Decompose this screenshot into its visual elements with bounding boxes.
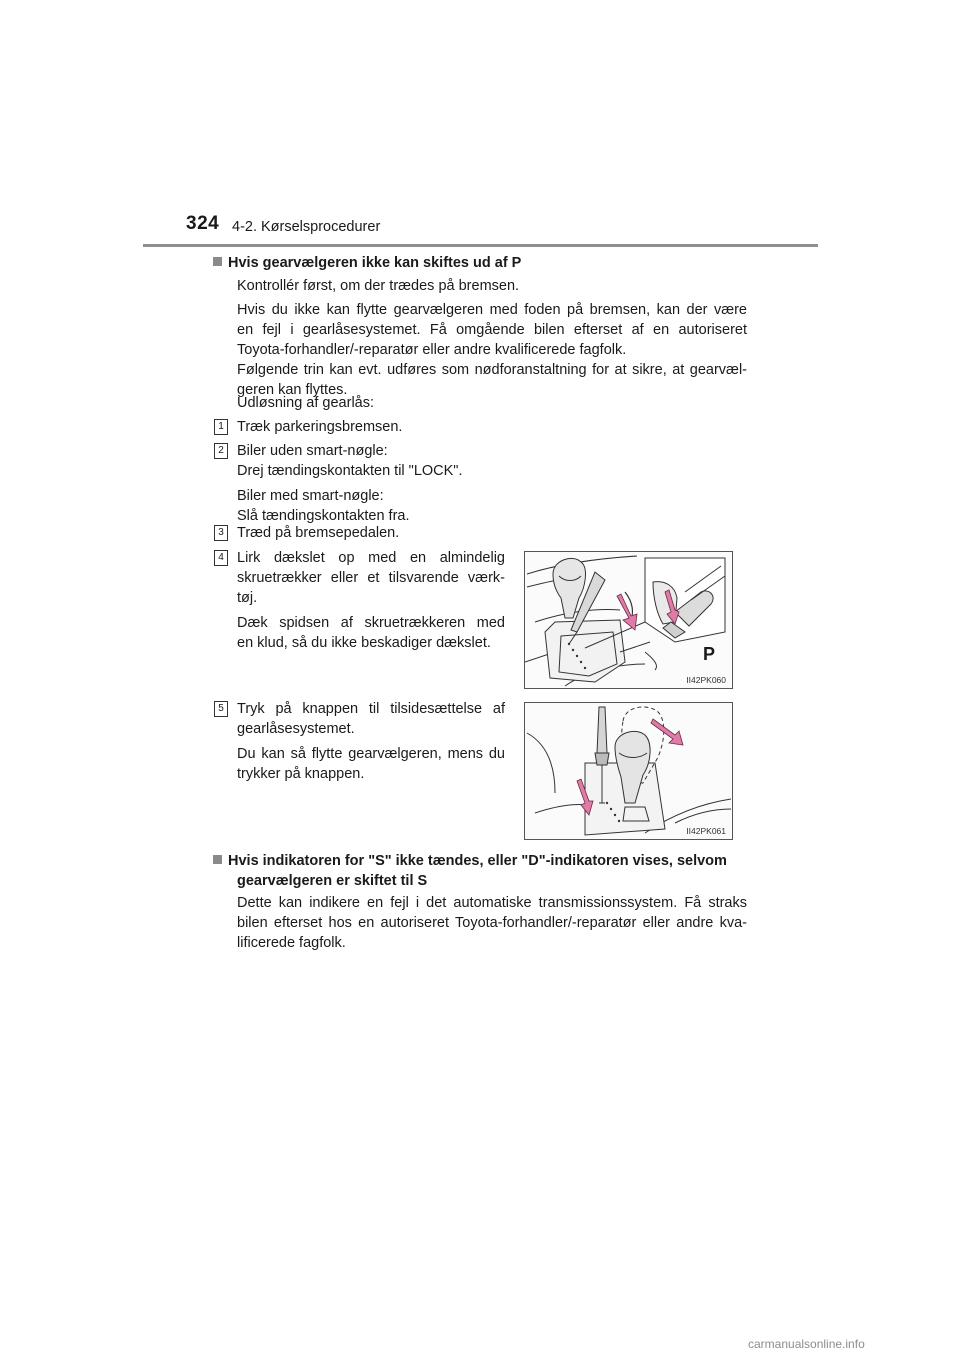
watermark-text: carmanualsonline.info <box>748 1337 865 1351</box>
paragraph-check-brake: Kontrollér først, om der trædes på bremsen. <box>237 278 520 294</box>
heading-square-icon <box>213 855 222 864</box>
heading-square-icon <box>213 257 222 266</box>
heading-text: Hvis indikatoren for "S" ikke tændes, eller "D"-indikatoren vises, selvom <box>228 853 727 869</box>
heading-text: Hvis gearvælgeren ikke kan skiftes ud af P <box>228 255 522 271</box>
override-button-illustration <box>525 703 732 839</box>
section-title: 4-2. Kørselsprocedurer <box>232 219 381 235</box>
step-number-1: 1 <box>214 419 228 435</box>
step-number-3: 3 <box>214 525 228 541</box>
step-number-2: 2 <box>214 443 228 459</box>
figure-2-code: II42PK061 <box>686 826 726 836</box>
section-heading-gear-lock <box>213 253 753 273</box>
step-3-text: Træd på bremsepedalen. <box>237 525 400 541</box>
page-header <box>0 0 960 250</box>
step-1-text: Træk parkeringsbremsen. <box>237 419 403 435</box>
figure-pry-cover <box>524 551 733 689</box>
section-heading-s-indicator: Hvis indikatoren for "S" ikke tændes, eller "D"-indikatoren vises, selvom gearvælgeren er skiftet til S <box>213 851 753 891</box>
figure-override-button <box>524 702 733 840</box>
header-rule <box>143 244 818 247</box>
step-number-4: 4 <box>214 550 228 566</box>
step-number-5: 5 <box>214 701 228 717</box>
step-5-text: Tryk på knappen til tilsidesættelse af gearlåsesystemet. Du kan så flytte gearvælgeren, mens du trykker på knappen. <box>237 701 505 782</box>
page-number: 324 <box>186 213 220 234</box>
pry-cover-illustration <box>525 552 732 688</box>
figure-1-code: II42PK060 <box>686 675 726 685</box>
gear-p-label: P <box>703 644 716 664</box>
paragraph-gear-lock-fault: Hvis du ikke kan flytte gearvælgeren med foden på bremsen, kan der være en fejl i gearlåsesystemet. Få omgående bilen efterset af en autoriseret Toyota-forhandler/-reparatør eller andre kvalificerede fagfolk. Følgende trin kan evt. udføres som nødforanstaltning for at sikre, at gearvæl- geren kan flyttes. <box>237 302 747 398</box>
step-2-text: Biler uden smart-nøgle: Drej tændingskontakten til "LOCK". Biler med smart-nøgle: Slå tændingskontakten fra. <box>237 443 463 524</box>
paragraph-transmission-fault: Dette kan indikere en fejl i det automatiske transmissionssystem. Få straks bilen efterset hos en autoriseret Toyota-forhandler/-reparatør eller andre kva- lificerede fagfolk. <box>237 895 747 951</box>
step-4-text: Lirk dækslet op med en almindelig skruetrækker eller et tilsvarende værk- tøj. Dæk spidsen af skruetrækkeren med en klud, så du ikke beskadiger dækslet. <box>237 550 505 651</box>
paragraph-release-intro: Udløsning af gearlås: <box>237 395 375 411</box>
